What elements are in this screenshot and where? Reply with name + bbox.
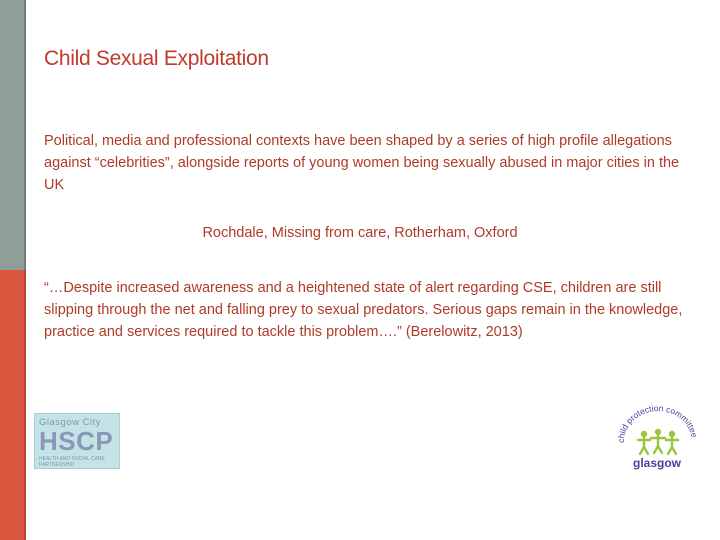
hscp-logo-top-text: Glasgow City <box>39 417 101 428</box>
hscp-logo-sub-text: HEALTH AND SOCIAL CARE PARTNERSHIP <box>39 456 105 468</box>
berelowitz-quote: “…Despite increased awareness and a heightened state of alert regarding CSE, children are still slipping through the net and falling prey to sexual predators. Serious gaps remain in the knowledge, practice and services required to tackle this problem….” (Berelowitz, 2013) <box>44 280 683 340</box>
sidebar-bottom-band <box>0 270 26 540</box>
sidebar-top-band <box>0 0 26 270</box>
slide-title: Child Sexual Exploitation <box>44 47 269 70</box>
cpc-logo-arc-text: child protection committee <box>615 405 700 444</box>
hscp-logo-main-text: HSCP <box>39 426 114 456</box>
places-list: Rochdale, Missing from care, Rotherham, Oxford <box>202 225 518 241</box>
glasgow-hscp-logo <box>34 413 120 469</box>
cpc-logo-word: glasgow <box>632 456 682 470</box>
children-figures-icon <box>638 429 678 454</box>
child-protection-committee-logo <box>614 405 700 475</box>
context-paragraph: Political, media and professional contexts have been shaped by a series of high profile allegations against “celebrities”, alongside reports of young women being sexually abused in major cities in the UK <box>44 133 680 193</box>
